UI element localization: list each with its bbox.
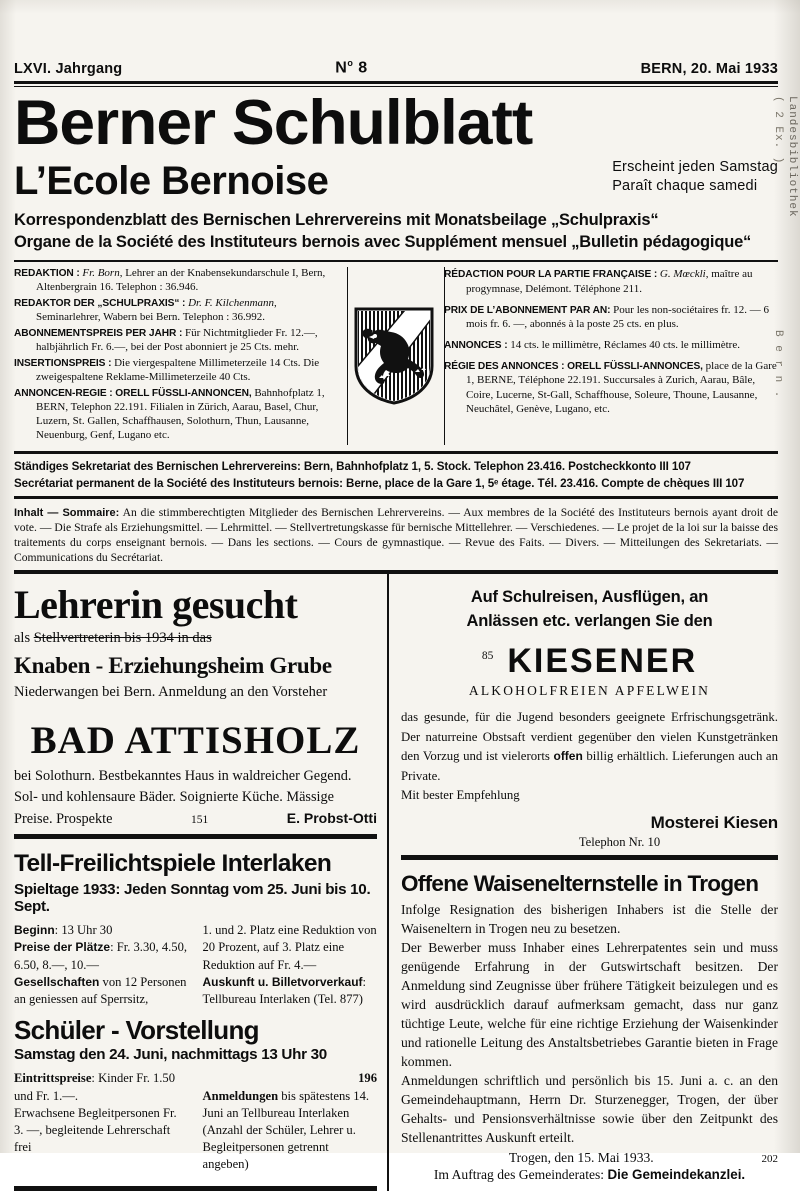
rule-below-subtitle	[14, 260, 778, 262]
ad-trogen-waisenelternstelle[interactable]	[401, 860, 778, 1188]
ad-detail-text: : Fr. 3.30, 4.50, 6.50, 8.—, 10.—	[14, 940, 188, 972]
trogen-paragraph-1: Infolge Resignation des bisherigen Inhabers ist die Stelle der Waiseneltern in Trogen neu zu besetzen.	[401, 901, 778, 936]
subtitle-de: Korrespondenzblatt des Bernischen Lehrervereins mit Monatsbeilage „Schulpraxis“	[14, 210, 659, 229]
place-date: BERN, 20. Mai 1933	[640, 61, 778, 78]
subtitle-fr: Organe de la Société des Instituteurs bernois avec Supplément mensuel „Bulletin pédagogique“	[14, 233, 752, 252]
page-content	[14, 0, 778, 1182]
schueler-details	[14, 1070, 377, 1173]
imprint-entry-name: Fr. Born	[82, 267, 120, 280]
ad-detail-label: Preise der Plätze	[14, 940, 111, 955]
ad-bad-attisholz[interactable]	[14, 709, 377, 834]
tell-column-1	[14, 922, 189, 1008]
imprint-divider-left	[347, 267, 348, 445]
attisholz-line2: Sol- und kohlensaure Bäder. Soignierte Küche. Mässige	[14, 788, 335, 805]
ad-detail-label: Anmeldungen	[202, 1088, 279, 1103]
contents-text: An die stimmberechtigten Mitglieder des Bernischen Lehrervereins. — Aux membres de la Société des Instituteurs bernois ayant droit de vote. — Die Strafe als Erziehungsmittel. — Lehrmittel. — Stellvertretungskasse für bernische Mittellehrer. — Verschiedenes. — Le projet de la loi sur la baisse des traitements du corps enseignant bernois. — Dans les sections. — Cours de gymnastique. — Revue des Faits. — Divers. — Mitteilungen des Sekretariats. — Communications du Secrétariat.	[14, 505, 778, 565]
imprint-block	[14, 267, 778, 445]
schueler-column-1	[14, 1070, 189, 1173]
attisholz-line1: bei Solothurn. Bestbekanntes Haus in waldreicher Gegend.	[14, 768, 352, 785]
publication-frequency	[612, 158, 778, 201]
ad-detail-line	[203, 922, 378, 973]
kiesener-body-part2: billig erhältlich. Lieferungen auch an Private.	[401, 749, 778, 783]
secretariat-band	[14, 454, 778, 496]
imprint-entry-label: PRIX DE L’ABONNEMENT PAR AN:	[444, 304, 614, 316]
kiesener-brand: KIESENER	[507, 642, 698, 681]
masthead-subtitle	[14, 209, 778, 254]
trogen-paragraph-2: Der Bewerber muss Inhaber eines Lehrerpatentes sein und muss genügende Erfahrung in der Gutswirtschaft besitzen. Der Anmeldung sind Zeugnisse über frühere Tätigkeit beizulegen und es wird ausdrücklich darauf aufmerksam gemacht, dass nur ganz tüchtige Leute, welche für eine richtige Erziehung der Waisenkinder und rationelle Leitung des Anstaltsbetriebes Garantie bieten in Frage kommen.	[401, 939, 778, 1069]
crest-container	[344, 267, 444, 445]
imprint-entry-name: G. Mœckli	[659, 268, 706, 281]
schueler-column-2	[203, 1070, 378, 1173]
trogen-body	[401, 900, 778, 1147]
attisholz-ad-number: 151	[191, 813, 209, 826]
issue-number: $N^o$ 8	[335, 58, 368, 77]
tell-subhead: Spieltage 1933: Jeden Sonntag vom 25. Juni bis 10. Sept.	[14, 881, 371, 916]
advertisement-columns	[14, 574, 778, 1191]
attisholz-body	[14, 766, 377, 829]
volume-label: LXVI. Jahrgang	[14, 61, 123, 78]
lehrerin-institution: Knaben - Erziehungsheim Grube	[14, 652, 332, 678]
imprint-divider-right	[444, 267, 445, 445]
kiesener-body-emphasis: offen	[553, 749, 583, 764]
ad-detail-line	[14, 1070, 189, 1104]
kiesener-phone: Telephon Nr. 10	[578, 835, 661, 850]
imprint-entry-text: Pour les non-sociétaires fr. 12. — 6 mois fr. 6. —, abonnés à la poste 25 cts. en plus.	[466, 303, 769, 331]
imprint-entry-label: REDAKTION :	[14, 268, 83, 280]
ad-detail-line	[203, 974, 378, 1008]
attisholz-line3-row	[14, 808, 377, 830]
imprint-entry	[444, 359, 778, 418]
frequency-de: Erscheint jeden Samstag	[612, 158, 778, 175]
secretariat-fr: Secrétariat permanent de la Société des Instituteurs bernois: Berne, place de la Gare 1, 5ᵉ étage. Tél. 23.416. Compte de chèques III 107	[14, 477, 745, 491]
ad-detail-line	[14, 939, 189, 973]
attisholz-headline: BAD ATTISHOLZ	[30, 719, 361, 763]
imprint-entry	[14, 267, 344, 295]
imprint-entry-text: , Seminarlehrer, Wabern bei Bern. Telephon : 36.992.	[36, 297, 277, 324]
masthead-title-fr: L’Ecole Bernoise	[14, 158, 329, 203]
imprint-entry-text: Für Nichtmitglieder Fr. 12.—, halbjährlich Fr. 6.—, bei der Post abonniert je 25 Cts. mehr.	[36, 327, 318, 354]
imprint-entry-name: Dr. F. Kilchenmann	[188, 297, 275, 310]
imprint-entry	[444, 303, 778, 332]
attisholz-signature: E. Probst-Otti	[286, 809, 377, 826]
imprint-entry	[14, 327, 344, 355]
trogen-headline: Offene Waisenelternstelle in Trogen	[401, 871, 759, 897]
ad-detail-line	[203, 1088, 378, 1174]
ad-tell-freilichtspiele[interactable]	[14, 839, 377, 1178]
contents-summary	[14, 499, 778, 570]
struck-text: Stellvertreterin bis 1934 in das	[33, 629, 212, 646]
ad-detail-text: : 13 Uhr 30	[54, 923, 113, 938]
kiesener-body	[401, 708, 778, 805]
kiesener-headline	[401, 586, 778, 634]
right-ad-column	[387, 574, 778, 1191]
trogen-signature-office: Die Gemeindekanzlei.	[607, 1166, 746, 1182]
imprint-entry	[14, 387, 344, 443]
ad-lehrerin-gesucht[interactable]	[14, 574, 377, 709]
ad-detail-line	[14, 974, 189, 1008]
imprint-entry	[444, 267, 778, 296]
lehrerin-headline: Lehrerin gesucht	[14, 582, 298, 628]
kiesener-body-part1: das gesunde, für die Jugend besonders geeignete Erfrischungsgetränk. Der naturreine Obstsaft verdient gegenüber den vielen Kunstgetränken den Vorzug und ist vielerorts	[401, 710, 778, 764]
ad-detail-text: bis spätestens 14. Juni an Tellbureau Interlaken (Anzahl der Schüler, Lehrer u. Begleitpersonen getrennt angeben)	[202, 1088, 370, 1172]
imprint-entry-label: ANNONCES :	[444, 339, 511, 351]
ad-detail-text: Erwachsene Begleitpersonen Fr. 3. —, begleitende Lehrerschaft frei	[14, 1105, 177, 1154]
imprint-entry-text: Die viergespaltene Millimeterzeile 14 Cts. Die zweigespaltene Reklame-Millimeterzeile 40 Cts.	[36, 357, 320, 384]
lehrerin-strike-line: als Stellvertreterin bis 1934 in das	[14, 629, 212, 646]
masthead-title-de: Berner Schulblatt	[14, 88, 533, 159]
kiesener-ad-number: 85	[481, 650, 494, 663]
imprint-entry	[444, 338, 778, 353]
kiesener-headline-line1: Auf Schulreisen, Ausflügen, an	[470, 588, 709, 607]
library-stamp-line1: Landesbibliothek	[786, 96, 798, 218]
library-stamp-line2: ( 2 Ex. )	[772, 96, 784, 165]
tell-headline: Tell-Freilichtspiele Interlaken	[14, 850, 332, 878]
attisholz-line3: Preise. Prospekte	[14, 810, 113, 827]
left-ad-column	[14, 574, 387, 1191]
imprint-entry-label: INSERTIONSPREIS :	[14, 358, 115, 370]
trogen-signature-prefix: Im Auftrag des Gemeinderates:	[433, 1166, 608, 1182]
ad-detail-label: Beginn	[14, 923, 55, 938]
bear-coat-of-arms-icon	[353, 306, 435, 406]
ad-detail-text: : Kinder Fr. 1.50 und Fr. 1.—.	[14, 1071, 176, 1103]
ad-detail-text: : Tellbureau Interlaken (Tel. 877)	[202, 974, 367, 1006]
trogen-dateline-row	[401, 1150, 778, 1166]
imprint-german	[14, 267, 344, 445]
imprint-entry-label: ABONNEMENTSPREIS PER JAHR :	[14, 328, 185, 340]
trogen-signature	[401, 1167, 778, 1183]
library-stamp-line3: B e r n .	[772, 330, 784, 399]
rule-top-thin	[14, 86, 778, 87]
frequency-fr: Paraît chaque samedi	[612, 178, 758, 195]
ad-detail-label: Eintrittspreise	[14, 1071, 92, 1086]
imprint-entry-text: , maître au progymnase, Delémont. Téléphone 211.	[466, 268, 753, 296]
masthead-second-row	[14, 158, 778, 201]
imprint-entry-text: place de la Gare 1, BERNE, Téléphone 22.191. Succursales à Zurich, Aarau, Bâle, Coire, Lucerne, St-Gall, Schaffhouse, Soleure, Thoune, Lausanne, Neuchâtel, Genève, Lugano, etc.	[466, 359, 777, 416]
rule-bottom-left-column	[14, 1186, 377, 1191]
kiesener-brand-row	[401, 642, 778, 681]
imprint-entry-text: , Lehrer an der Knabensekundarschule I, Bern, Altenbergrain 16. Telephon : 36.946.	[36, 267, 326, 294]
ad-detail-label: Auskunft u. Billetvorverkauf	[202, 974, 363, 989]
schueler-headline: Schüler - Vorstellung	[14, 1014, 259, 1045]
trogen-ad-number: 202	[761, 1152, 778, 1165]
schueler-ad-number: 196	[358, 1071, 377, 1086]
secretariat-de: Ständiges Sekretariat des Bernischen Lehrervereins: Bern, Bahnhofplatz 1, 5. Stock. Telephon 23.416. Postcheckkonto III 107	[14, 460, 691, 474]
imprint-entry-text: Bahnhofplatz 1, BERN, Telephon 22.191. Filialen in Zürich, Aarau, Basel, Chur, Luzern, St. Gallen, Schaffhausen, Solothurn, Thun, Lausanne, Neuenburg, Genf, Lugano etc.	[36, 387, 325, 442]
imprint-entry	[14, 357, 344, 385]
imprint-entry	[14, 297, 344, 325]
kiesener-headline-line2: Anlässen etc. verlangen Sie den	[466, 612, 713, 631]
kiesener-body-part3: Mit bester Empfehlung	[401, 787, 520, 802]
ad-detail-line	[14, 1105, 189, 1156]
masthead-topline	[14, 0, 778, 77]
ad-detail-line	[14, 922, 189, 939]
contents-label: Inhalt — Sommaire:	[14, 506, 120, 519]
imprint-french	[444, 267, 778, 445]
trogen-paragraph-3: Anmeldungen schriftlich und persönlich bis 15. Juni a. c. an den Gemeindehauptmann, Herrn Dr. Sturzenegger, Trogen, der über Gehalts- und Pensionsverhältnisse sowie über den Zeitpunkt des Stellenantrittes Auskunft erteilt.	[401, 1072, 778, 1145]
trogen-dateline: Trogen, den 15. Mai 1933.	[508, 1149, 654, 1165]
imprint-entry-label: RÉGIE DES ANNONCES : ORELL FÜSSLI-ANNONCES,	[444, 360, 706, 372]
ad-detail-text: von 12 Personen an geniessen auf Sperrsitz,	[14, 974, 187, 1006]
schueler-subhead: Samstag den 24. Juni, nachmittags 13 Uhr 30	[14, 1046, 327, 1064]
ad-detail-text: 1. und 2. Platz eine Reduktion von 20 Prozent, auf 3. Platz eine Reduktion auf Fr. 4.—	[202, 923, 377, 972]
tell-details	[14, 922, 377, 1008]
imprint-entry-text: 14 cts. le millimètre, Réclames 40 cts. le millimètre.	[510, 338, 740, 351]
ad-detail-label: Gesellschaften	[14, 974, 100, 989]
imprint-entry-label: REDAKTOR DER „SCHULPRAXIS“ :	[14, 298, 189, 310]
imprint-entry-label: ANNONCEN-REGIE : ORELL FÜSSLI-ANNONCEN,	[14, 388, 255, 400]
kiesener-signature: Mosterei Kiesen	[650, 813, 778, 833]
imprint-entry-label: RÉDACTION POUR LA PARTIE FRANÇAISE :	[444, 269, 660, 281]
kiesener-brand-subtitle: ALKOHOLFREIEN APFELWEIN	[468, 683, 711, 699]
ad-kiesener[interactable]	[401, 574, 778, 855]
lehrerin-detail: Niederwangen bei Bern. Anmeldung an den Vorsteher	[14, 684, 328, 701]
tell-column-2	[203, 922, 378, 1008]
rule-top-thick	[14, 81, 778, 84]
